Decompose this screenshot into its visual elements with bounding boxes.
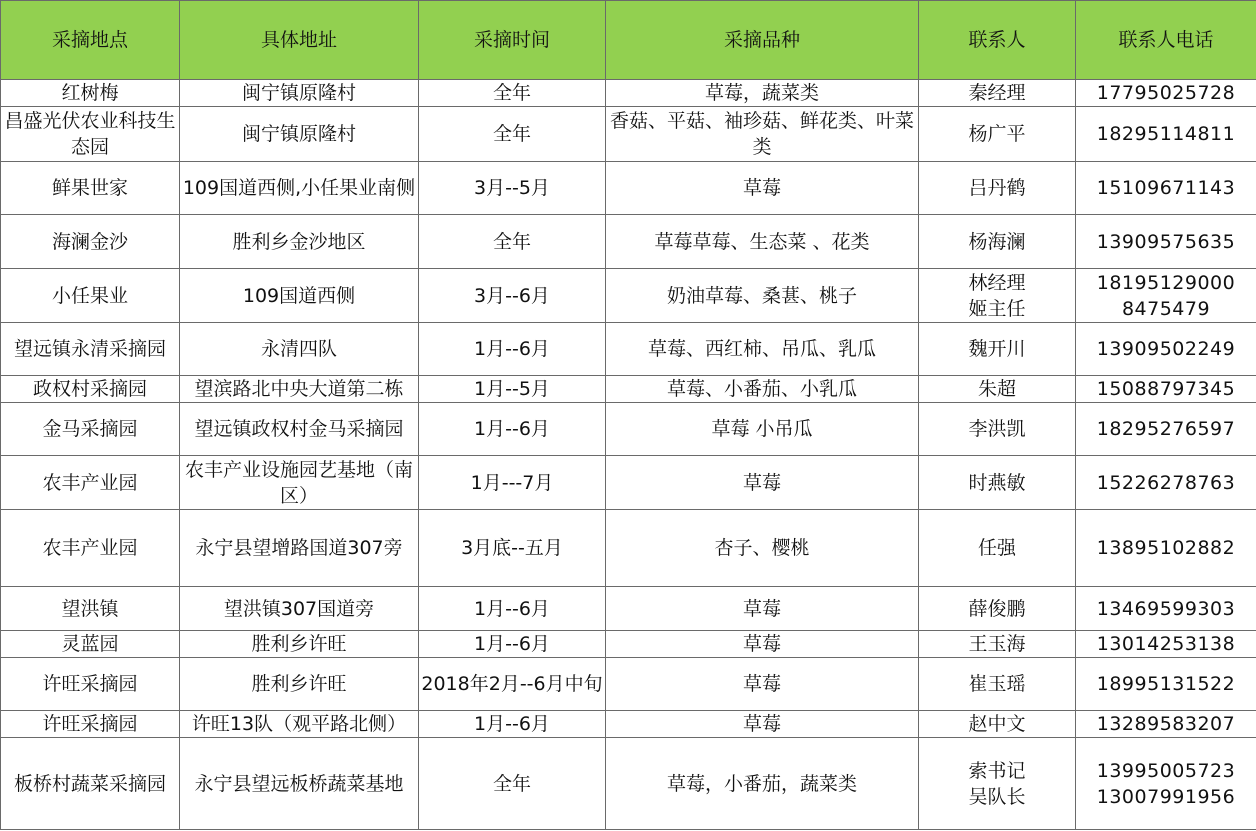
contact-line: 姬主任 (968, 297, 1026, 320)
contact-line: 林经理 (968, 271, 1026, 294)
phone-line: 18995131522 (1096, 673, 1236, 695)
cell-contact (919, 658, 1076, 711)
cell-place: 望洪镇 (1, 587, 180, 631)
cell-phone (1076, 323, 1256, 376)
table-row (1, 323, 1256, 376)
cell-address: 永清四队 (180, 323, 419, 376)
header-time: 采摘时间 (419, 1, 606, 80)
phone-line: 8475479 (1121, 297, 1211, 320)
phone-line: 13909502249 (1096, 338, 1236, 360)
phone-line: 13995005723 (1096, 759, 1236, 782)
phone-line: 18295276597 (1096, 418, 1236, 440)
cell-address: 望远镇政权村金马采摘园 (180, 403, 419, 456)
cell-address: 109国道西侧,小任果业南侧 (180, 162, 419, 215)
table-row (1, 587, 1256, 631)
cell-variety: 草莓 (606, 587, 919, 631)
cell-contact (919, 738, 1076, 830)
cell-phone (1076, 631, 1256, 658)
header-row (1, 1, 1256, 80)
cell-address: 胜利乡许旺 (180, 658, 419, 711)
cell-variety: 草莓 (606, 162, 919, 215)
cell-place: 金马采摘园 (1, 403, 180, 456)
cell-phone (1076, 80, 1256, 107)
cell-time: 2018年2月--6月中旬 (419, 658, 606, 711)
cell-contact (919, 510, 1076, 587)
table-row (1, 711, 1256, 738)
cell-address: 闽宁镇原隆村 (180, 107, 419, 162)
cell-contact (919, 376, 1076, 403)
contact-line: 索书记 (968, 759, 1026, 782)
cell-address: 永宁县望增路国道307旁 (180, 510, 419, 587)
cell-contact (919, 215, 1076, 269)
contact-line: 王玉海 (968, 633, 1026, 655)
cell-phone (1076, 658, 1256, 711)
cell-place: 农丰产业园 (1, 456, 180, 510)
cell-variety: 草莓 (606, 631, 919, 658)
contact-line: 时燕敏 (968, 471, 1026, 494)
cell-phone (1076, 711, 1256, 738)
cell-phone (1076, 738, 1256, 830)
table-row (1, 376, 1256, 403)
cell-variety: 香菇、平菇、袖珍菇、鲜花类、叶菜类 (606, 107, 919, 162)
contact-line: 魏开川 (968, 338, 1026, 360)
cell-contact (919, 80, 1076, 107)
cell-phone (1076, 587, 1256, 631)
cell-address: 胜利乡许旺 (180, 631, 419, 658)
cell-phone (1076, 403, 1256, 456)
cell-address: 许旺13队（观平路北侧） (180, 711, 419, 738)
cell-time: 1月--6月 (419, 403, 606, 456)
cell-phone (1076, 162, 1256, 215)
table-row (1, 403, 1256, 456)
cell-address: 农丰产业设施园艺基地（南区） (180, 456, 419, 510)
table-row (1, 456, 1256, 510)
cell-address: 望滨路北中央大道第二栋 (180, 376, 419, 403)
cell-variety: 奶油草莓、桑葚、桃子 (606, 269, 919, 323)
cell-variety: 草莓 (606, 456, 919, 510)
cell-time: 3月底--五月 (419, 510, 606, 587)
phone-line: 15088797345 (1096, 378, 1236, 400)
table-row (1, 107, 1256, 162)
cell-time: 全年 (419, 107, 606, 162)
cell-address: 望洪镇307国道旁 (180, 587, 419, 631)
contact-line: 李洪凯 (968, 418, 1026, 440)
cell-phone (1076, 376, 1256, 403)
contact-line: 薛俊鹏 (968, 597, 1026, 620)
cell-variety: 草莓、西红柿、吊瓜、乳瓜 (606, 323, 919, 376)
cell-variety: 草莓，蔬菜类 (606, 80, 919, 107)
cell-place: 望远镇永清采摘园 (1, 323, 180, 376)
phone-line: 13909575635 (1096, 230, 1236, 253)
cell-place: 许旺采摘园 (1, 711, 180, 738)
cell-place: 红树梅 (1, 80, 180, 107)
cell-time: 全年 (419, 215, 606, 269)
header-place: 采摘地点 (1, 1, 180, 80)
cell-variety: 杏子、樱桃 (606, 510, 919, 587)
contact-line: 吕丹鹤 (968, 177, 1026, 199)
phone-line: 13895102882 (1096, 537, 1236, 559)
cell-contact (919, 456, 1076, 510)
cell-variety: 草莓 小吊瓜 (606, 403, 919, 456)
cell-phone (1076, 107, 1256, 162)
cell-contact (919, 587, 1076, 631)
contact-line: 秦经理 (968, 82, 1026, 104)
cell-time: 1月--6月 (419, 631, 606, 658)
cell-time: 全年 (419, 738, 606, 830)
table-row (1, 631, 1256, 658)
header-contact: 联系人 (919, 1, 1076, 80)
cell-place: 农丰产业园 (1, 510, 180, 587)
cell-contact (919, 323, 1076, 376)
phone-line: 13289583207 (1096, 713, 1236, 735)
contact-line: 朱超 (977, 378, 1016, 400)
cell-variety: 草莓、小番茄、小乳瓜 (606, 376, 919, 403)
table-row (1, 162, 1256, 215)
cell-phone (1076, 510, 1256, 587)
cell-phone (1076, 456, 1256, 510)
cell-variety: 草莓，小番茄，蔬菜类 (606, 738, 919, 830)
cell-place: 海澜金沙 (1, 215, 180, 269)
table-row (1, 269, 1256, 323)
table-row (1, 80, 1256, 107)
cell-place: 政权村采摘园 (1, 376, 180, 403)
contact-line: 任强 (977, 537, 1016, 559)
cell-time: 3月--5月 (419, 162, 606, 215)
contact-line: 杨广平 (968, 123, 1026, 145)
cell-place: 昌盛光伏农业科技生态园 (1, 107, 180, 162)
table-row (1, 510, 1256, 587)
cell-contact (919, 403, 1076, 456)
contact-line: 吴队长 (968, 785, 1026, 808)
cell-place: 灵蓝园 (1, 631, 180, 658)
table-row (1, 738, 1256, 830)
cell-time: 全年 (419, 80, 606, 107)
phone-line: 13007991956 (1096, 785, 1236, 808)
cell-phone (1076, 269, 1256, 323)
cell-time: 3月--6月 (419, 269, 606, 323)
cell-contact (919, 631, 1076, 658)
phone-line: 18195129000 (1096, 271, 1236, 294)
cell-variety: 草莓 (606, 711, 919, 738)
contact-line: 赵中文 (968, 713, 1026, 735)
cell-address: 闽宁镇原隆村 (180, 80, 419, 107)
cell-place: 小任果业 (1, 269, 180, 323)
cell-time: 1月--6月 (419, 323, 606, 376)
contact-line: 崔玉瑶 (968, 673, 1026, 695)
cell-contact (919, 269, 1076, 323)
header-phone: 联系人电话 (1076, 1, 1256, 80)
table-row (1, 658, 1256, 711)
phone-line: 13014253138 (1096, 633, 1236, 655)
cell-contact (919, 711, 1076, 738)
cell-phone (1076, 215, 1256, 269)
cell-time: 1月--6月 (419, 711, 606, 738)
cell-variety: 草莓草莓、生态菜 、花类 (606, 215, 919, 269)
cell-time: 1月--6月 (419, 587, 606, 631)
phone-line: 13469599303 (1096, 597, 1236, 620)
cell-place: 鲜果世家 (1, 162, 180, 215)
cell-place: 许旺采摘园 (1, 658, 180, 711)
cell-contact (919, 162, 1076, 215)
phone-line: 15109671143 (1096, 177, 1236, 199)
cell-address: 胜利乡金沙地区 (180, 215, 419, 269)
phone-line: 15226278763 (1096, 471, 1236, 494)
phone-line: 18295114811 (1096, 123, 1236, 145)
cell-address: 109国道西侧 (180, 269, 419, 323)
table-row (1, 215, 1256, 269)
header-address: 具体地址 (180, 1, 419, 80)
cell-variety: 草莓 (606, 658, 919, 711)
cell-place: 板桥村蔬菜采摘园 (1, 738, 180, 830)
header-variety: 采摘品种 (606, 1, 919, 80)
phone-line: 17795025728 (1096, 82, 1236, 104)
cell-address: 永宁县望远板桥蔬菜基地 (180, 738, 419, 830)
cell-contact (919, 107, 1076, 162)
cell-time: 1月--5月 (419, 376, 606, 403)
contact-line: 杨海澜 (968, 230, 1026, 253)
table-body (1, 80, 1256, 830)
cell-time: 1月---7月 (419, 456, 606, 510)
